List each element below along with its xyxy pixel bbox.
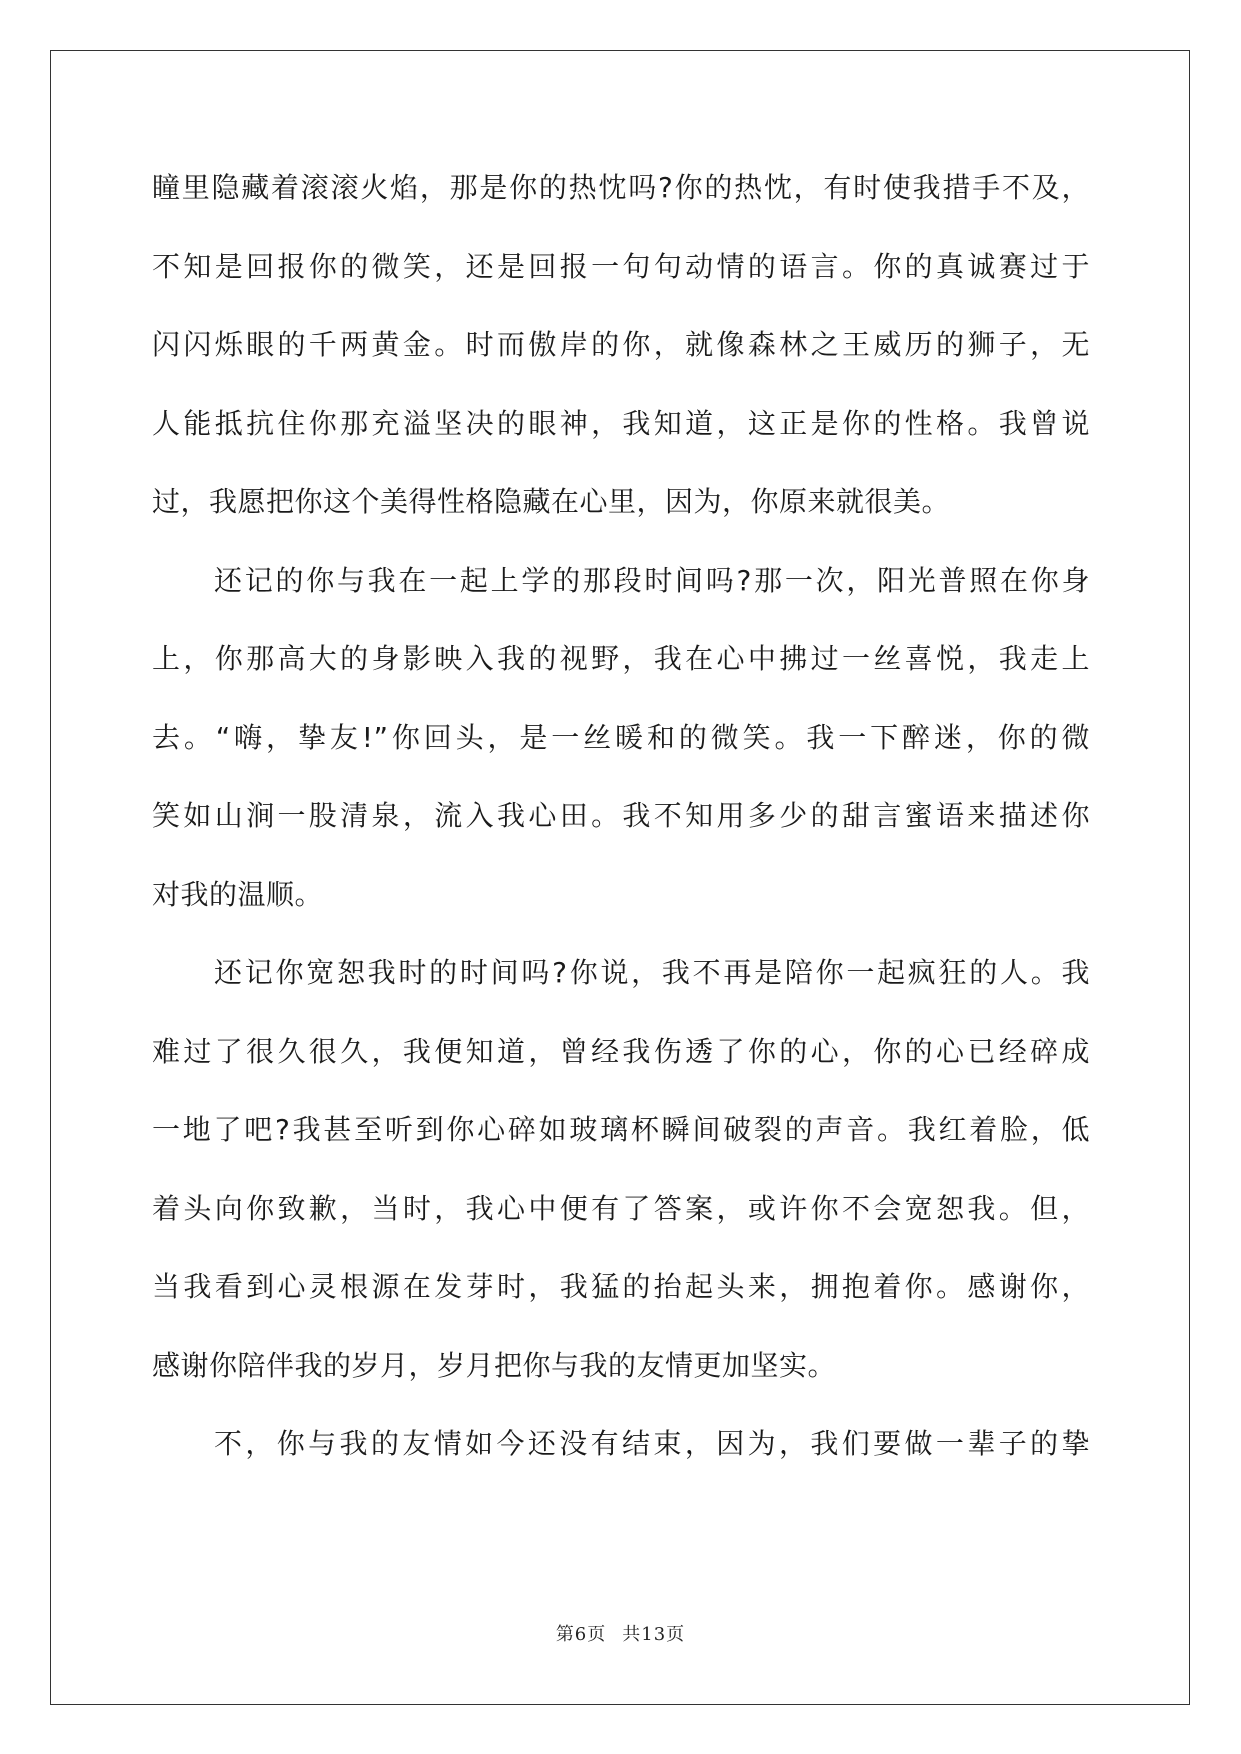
text-line: 对我的温顺。 <box>152 877 324 911</box>
text-line: 瞳里隐藏着滚滚火焰，那是你的热忱吗?你的热忱，有时使我措手不及， <box>152 171 1090 204</box>
text-line: 感谢你陪伴我的岁月，岁月把你与我的友情更加坚实。 <box>152 1348 837 1382</box>
page-number: 第6页 <box>555 1624 607 1645</box>
document-body <box>152 159 1090 1494</box>
text-line: 人能抵抗住你那充溢坚决的眼神，我知道，这正是你的性格。我曾说 <box>152 406 1090 440</box>
text-line: 闪闪烁眼的千两黄金。时而傲岸的你，就像森林之王威历的狮子，无 <box>152 328 1090 361</box>
text-line: 去。“嗨，挚友!”你回头，是一丝暖和的微笑。我一下醉迷，你的微 <box>152 720 1090 754</box>
text-line: 难过了很久很久，我便知道，曾经我伤透了你的心，你的心已经碎成 <box>152 1034 1090 1068</box>
page-total: 共13页 <box>622 1624 686 1645</box>
paragraph-start-line: 还记你宽恕我时的时间吗?你说，我不再是陪你一起疯狂的人。我 <box>214 956 1090 989</box>
text-line: 过，我愿把你这个美得性格隐藏在心里，因为，你原来就很美。 <box>152 485 951 518</box>
text-line: 当我看到心灵根源在发芽时，我猛的抬起头来，拥抱着你。感谢你， <box>152 1270 1090 1303</box>
paragraph-start-line: 不，你与我的友情如今还没有结束，因为，我们要做一辈子的挚 <box>214 1427 1090 1460</box>
paragraph-start-line: 还记的你与我在一起上学的那段时间吗?那一次，阳光普照在你身 <box>214 563 1090 597</box>
page-footer <box>0 1620 1241 1646</box>
text-line: 笑如山涧一股清泉，流入我心田。我不知用多少的甜言蜜语来描述你 <box>152 799 1090 832</box>
text-line: 一地了吧?我甚至听到你心碎如玻璃杯瞬间破裂的声音。我红着脸，低 <box>152 1113 1090 1146</box>
text-line: 上，你那高大的身影映入我的视野，我在心中拂过一丝喜悦，我走上 <box>152 642 1090 675</box>
text-line: 不知是回报你的微笑，还是回报一句句动情的语言。你的真诚赛过于 <box>152 249 1090 283</box>
text-line: 着头向你致歉，当时，我心中便有了答案，或许你不会宽恕我。但， <box>152 1191 1090 1225</box>
